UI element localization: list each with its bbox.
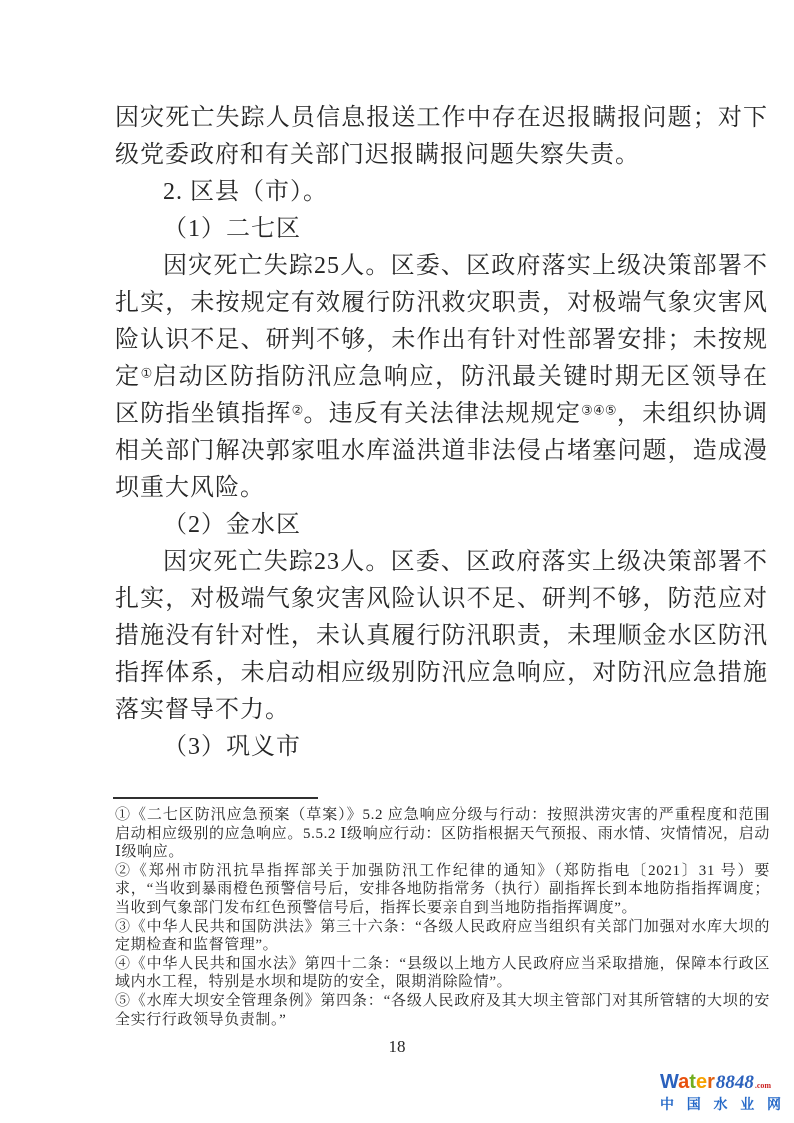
logo-subtitle-char: 业 — [740, 1096, 755, 1112]
page-number: 18 — [388, 1037, 406, 1056]
footnote-item: ①《二七区防汛应急预案（草案）》5.2 应急响应分级与行动：按照洪涝灾害的严重程度和范围启动相应级别的应急响应。5.5.2 Ⅰ级响应行动：区防指根据天气预报、雨水情、灾情情况，启动Ⅰ级响应。 — [115, 807, 770, 861]
logo-subtitle-char: 水 — [713, 1096, 728, 1112]
footnotes-list — [115, 806, 770, 1029]
paragraph: 因灾死亡失踪23人。区委、区政府落实上级决策部署不扎实，对极端气象灾害风险认识不足、研判不够，防范应对措施没有针对性，未认真履行防汛职责，未理顺金水区防汛指挥体系，未启动相应级别防汛应急响应，对防汛应急措施落实督导不力。 — [115, 549, 768, 723]
logo-letter: a — [678, 1071, 690, 1093]
footnote-item: ③《中华人民共和国防洪法》第三十六条：“各级人民政府应当组织有关部门加强对水库大坝的定期检查和监督管理”。 — [115, 918, 770, 954]
logo-subtitle-char: 国 — [686, 1096, 701, 1112]
logo-letter: e — [695, 1071, 708, 1093]
logo-letter: W — [660, 1071, 679, 1093]
footnote-item: ④《中华人民共和国水法》第四十二条：“县级以上地方人民政府应当采取措施，保障本行政区域内水工程，特别是水坝和堤防的安全，限期消除险情”。 — [115, 955, 770, 991]
logo-number: 8848 — [715, 1072, 754, 1093]
paragraph: 2. 区县（市）。 — [163, 179, 328, 205]
logo-tld: .com — [754, 1081, 772, 1090]
footnote-separator — [113, 797, 318, 799]
logo-subtitle-char: 网 — [767, 1096, 781, 1112]
paragraph: 因灾死亡失踪人员信息报送工作中存在迟报瞒报问题；对下级党委政府和有关部门迟报瞒报问题失察失责。 — [115, 105, 768, 168]
logo-subtitle — [660, 1096, 781, 1112]
logo-letter: t — [689, 1071, 696, 1093]
document-body — [115, 100, 768, 766]
paragraph: 因灾死亡失踪25人。区委、区政府落实上级决策部署不扎实，未按规定有效履行防汛救灾职责，对极端气象灾害风险认识不足、研判不够，未作出有针对性部署安排；未按规定①启动区防指防汛应急响应，防汛最关键时期无区领导在区防指坐镇指挥②。违反有关法律法规规定③④⑤，未组织协调相关部门解决郭家咀水库溢洪道非法侵占堵塞问题，造成漫坝重大风险。 — [115, 253, 769, 501]
logo-word-water — [660, 1071, 715, 1094]
footnote-reference: ① — [140, 365, 153, 381]
paragraph: （3）巩义市 — [163, 734, 301, 760]
logo-subtitle-char: 中 — [660, 1096, 674, 1112]
footnote-reference: ② — [291, 402, 304, 418]
logo-letter: r — [707, 1071, 715, 1093]
footnote-reference: ③④⑤ — [581, 402, 617, 418]
paragraph: （2）金水区 — [163, 512, 301, 538]
footnote-item: ⑤《水库大坝安全管理条例》第四条：“各级人民政府及其大坝主管部门对其所管辖的大坝的安全实行行政领导负责制。” — [115, 992, 770, 1028]
logo-wordmark — [660, 1071, 781, 1094]
water8848-logo — [660, 1071, 781, 1112]
paragraph: （1）二七区 — [163, 216, 301, 242]
footnote-item: ②《郑州市防汛抗旱指挥部关于加强防汛工作纪律的通知》（郑防指电〔2021〕31 号）要求，“当收到暴雨橙色预警信号后，安排各地防指常务（执行）副指挥长到本地防指指挥调度；当收到气象部门发布红色预警信号后，指挥长要亲自到当地防指指挥调度”。 — [115, 862, 770, 916]
